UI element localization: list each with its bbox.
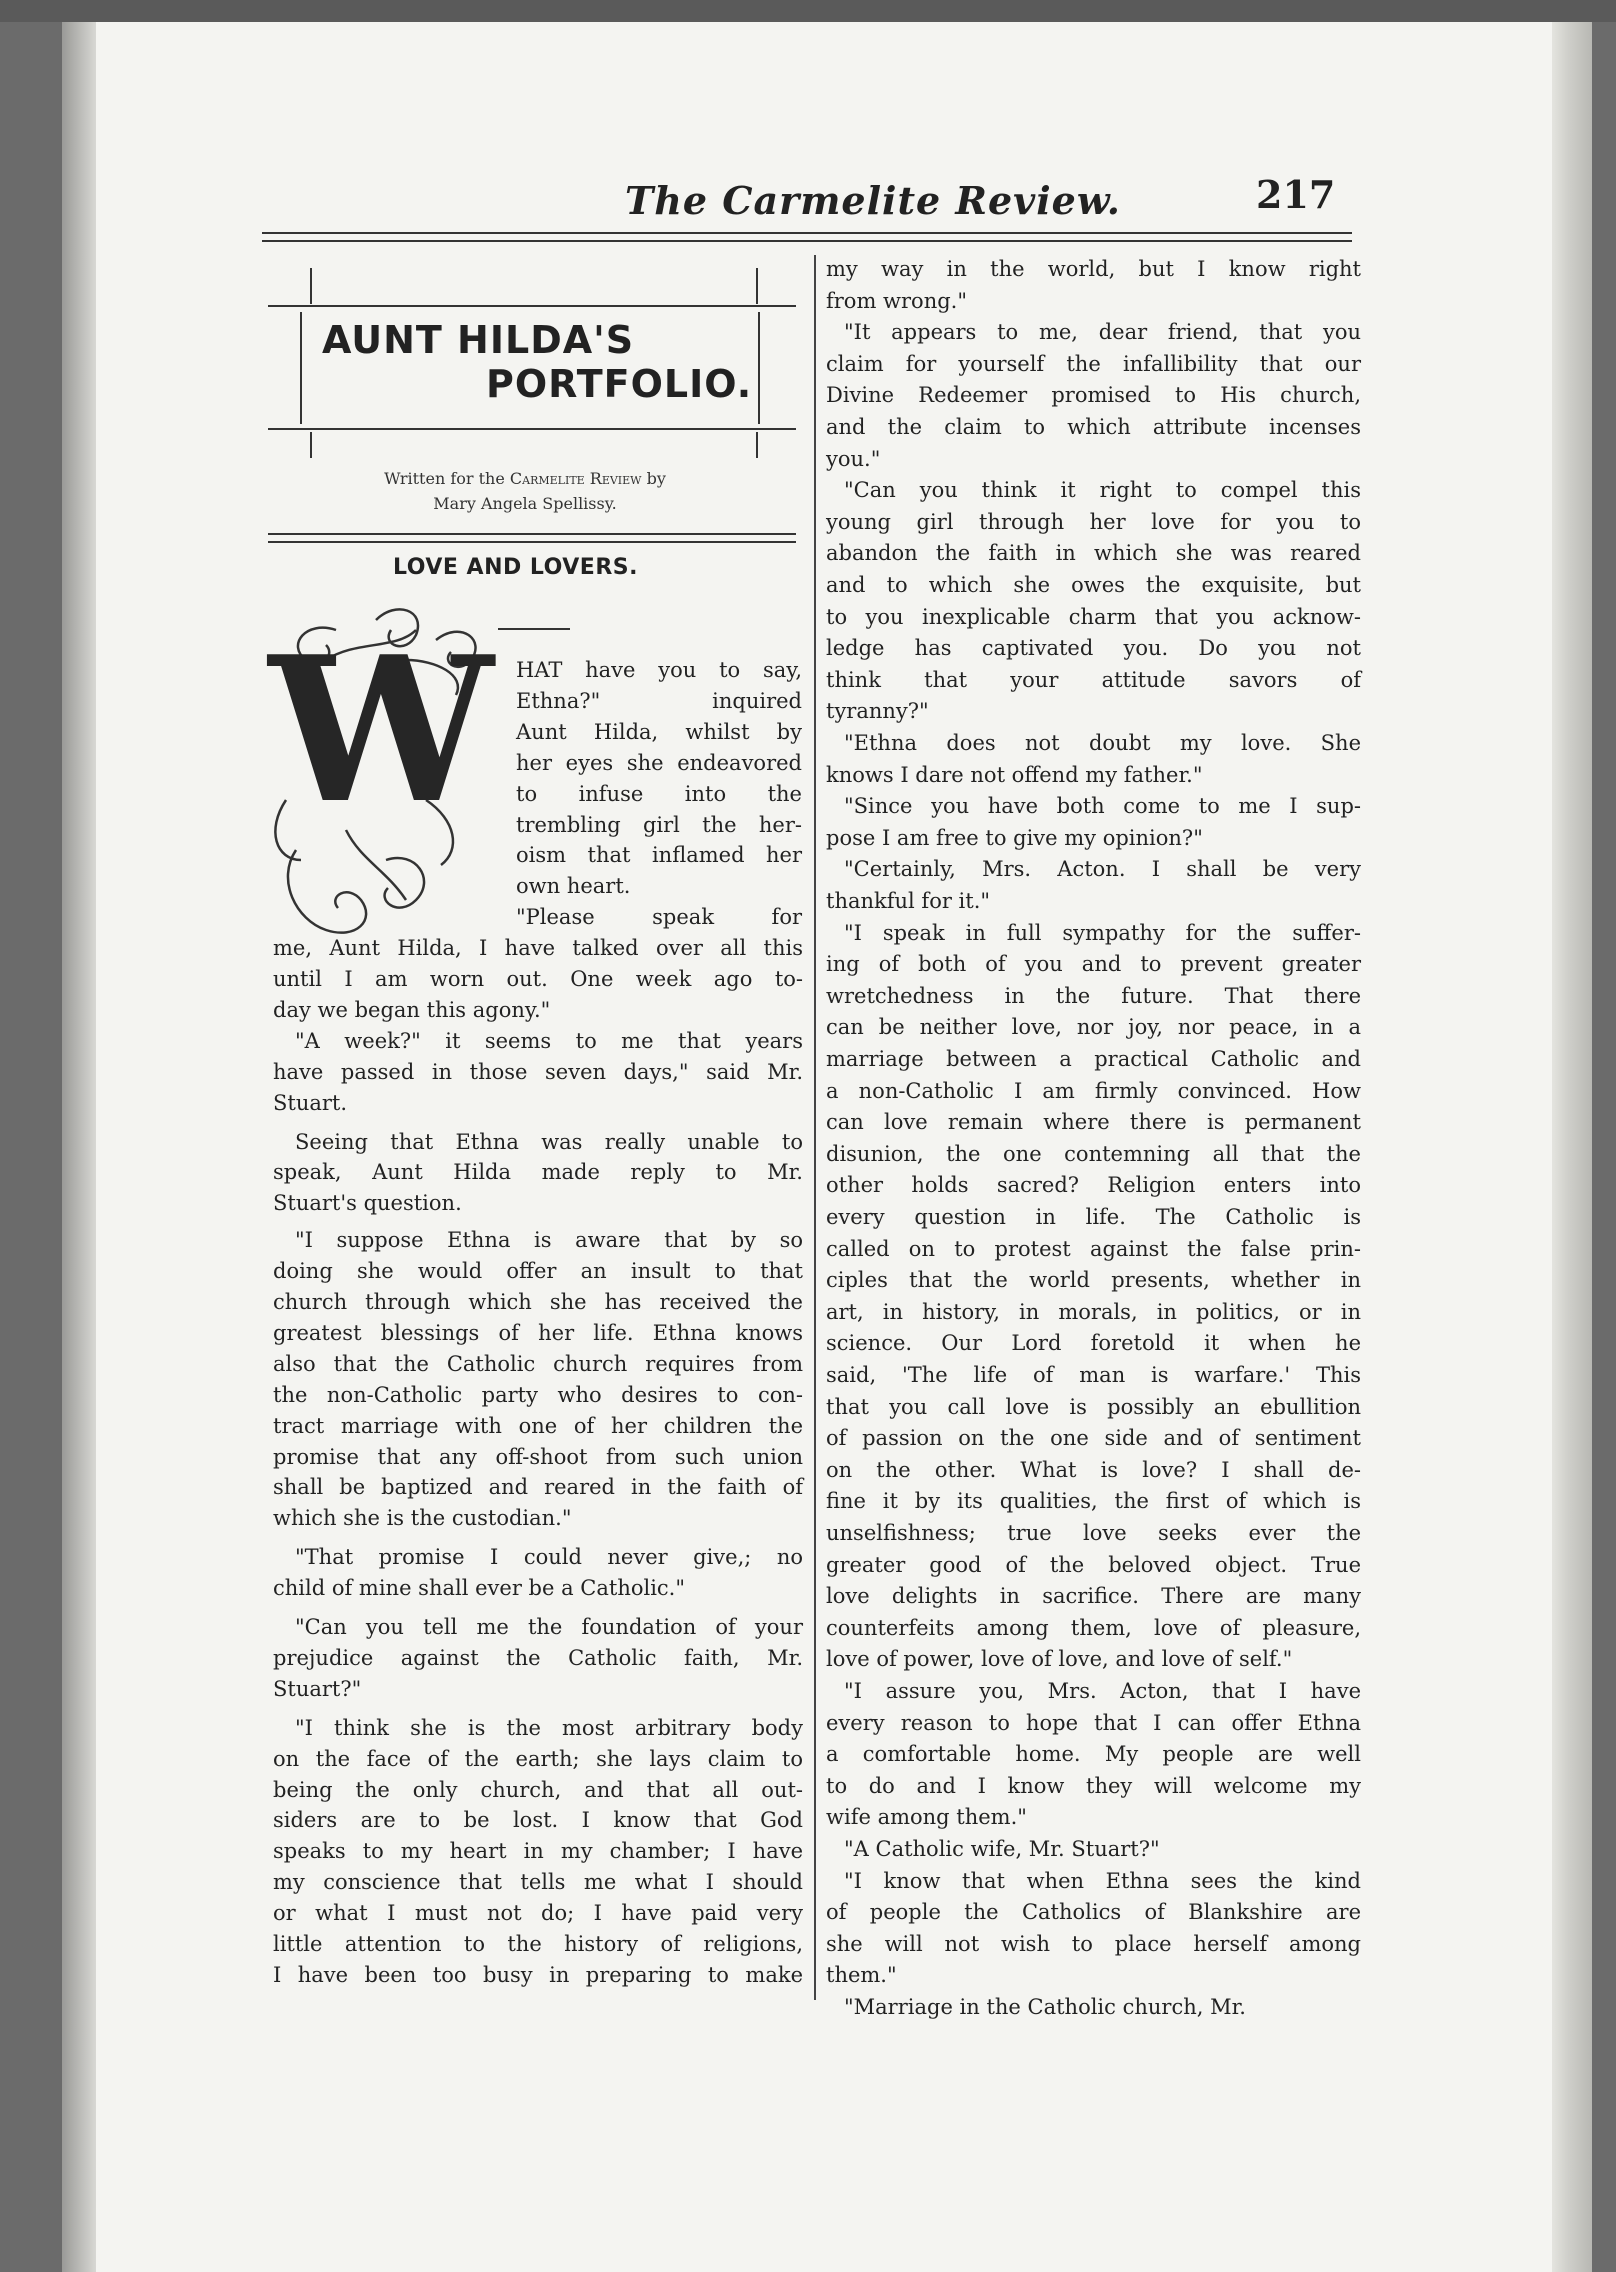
text-line: marriage between a practical Catholic and: [826, 1047, 1361, 1071]
text-line: Divine Redeemer promised to His church,: [826, 383, 1361, 408]
text-line: ing of both of you and to prevent greater: [826, 952, 1361, 977]
page-edge: [1552, 22, 1592, 2272]
text-line: "A week?" it seems to me that years: [295, 1028, 803, 1053]
text-line: Seeing that Ethna was really unable to: [295, 1129, 803, 1154]
text-line: from wrong.": [826, 288, 968, 313]
text-line: which she is the custodian.": [273, 1506, 572, 1531]
scan-background: [0, 0, 1616, 22]
text-line: trembling girl the her-: [516, 812, 802, 837]
title-bottom-rule: [268, 428, 796, 430]
article-title-line1: AUNT HILDA'S: [322, 318, 635, 362]
text-line: called on to protest against the false prin-: [826, 1236, 1361, 1261]
text-line: abandon the faith in which she was reared: [826, 541, 1361, 566]
text-line: young girl through her love for you to: [826, 509, 1361, 534]
section-rule: [498, 628, 570, 630]
running-head: The Carmelite Review.: [625, 178, 1121, 223]
text-line: "Can you tell me the foundation of your: [295, 1615, 803, 1639]
text-line: can love remain where there is permanent: [826, 1110, 1361, 1135]
text-line: pose I am free to give my opinion?": [826, 825, 1203, 850]
text-line: that you call love is possibly an ebullition: [826, 1394, 1361, 1419]
text-line: being the only church, and that all out-: [273, 1777, 803, 1802]
text-line: "It appears to me, dear friend, that you: [844, 320, 1361, 345]
text-line: little attention to the history of religions,: [273, 1932, 803, 1956]
text-line: fine it by its qualities, the first of which is: [826, 1489, 1361, 1514]
text-line: unselfishness; true love seeks ever the: [826, 1521, 1361, 1545]
dropcap-letter: W: [268, 613, 494, 848]
text-line: disunion, the one contemning all that the: [826, 1141, 1361, 1166]
text-line: speak, Aunt Hilda made reply to Mr.: [273, 1160, 803, 1185]
text-line: on the face of the earth; she lays claim to: [273, 1746, 803, 1771]
text-line: greatest blessings of her life. Ethna knows: [273, 1320, 803, 1345]
text-line: my conscience that tells me what I should: [273, 1870, 803, 1895]
text-line: "I suppose Ethna is aware that by so: [295, 1228, 803, 1253]
text-line: "Marriage in the Catholic church, Mr.: [844, 1995, 1246, 2019]
title-tick: [756, 432, 758, 458]
text-line: "I think she is the most arbitrary body: [295, 1715, 803, 1740]
text-line: ledge has captivated you. Do you not: [826, 636, 1361, 661]
text-line: "Since you have both come to me I sup-: [844, 794, 1361, 819]
text-line: she will not wish to place herself among: [826, 1931, 1361, 1956]
page-number: 217: [1256, 172, 1336, 217]
text-line: Aunt Hilda, whilst by: [516, 719, 802, 744]
title-top-rule: [268, 305, 796, 307]
title-tick: [310, 268, 312, 304]
text-line: oism that inflamed her: [516, 843, 802, 868]
text-line: "I speak in full sympathy for the suffer-: [844, 920, 1361, 945]
text-line: counterfeits among them, love of pleasure,: [826, 1615, 1361, 1640]
text-line: other holds sacred? Religion enters into: [826, 1173, 1361, 1198]
text-line: and the claim to which attribute incenses: [826, 415, 1361, 439]
text-line: until I am worn out. One week ago to-: [273, 967, 803, 991]
text-line: "I assure you, Mrs. Acton, that I have: [844, 1679, 1361, 1703]
title-tick: [756, 268, 758, 304]
text-line: think that your attitude savors of: [826, 667, 1361, 692]
text-line: "Can you think it right to compel this: [844, 478, 1361, 503]
text-line: Stuart's question.: [273, 1191, 462, 1216]
text-line: tyranny?": [826, 699, 929, 724]
text-line: said, 'The life of man is warfare.' This: [826, 1363, 1361, 1387]
text-line: promise that any off-shoot from such union: [273, 1444, 803, 1469]
text-line: claim for yourself the infallibility that our: [826, 351, 1361, 376]
author: Mary Angela Spellissy.: [433, 494, 617, 513]
text-line: ciples that the world presents, whether in: [826, 1268, 1361, 1293]
text-line: child of mine shall ever be a Catholic.": [273, 1576, 686, 1601]
text-line: art, in history, in morals, in politics, or in: [826, 1299, 1361, 1324]
text-line: to do and I know they will welcome my: [826, 1773, 1361, 1798]
text-line: knows I dare not offend my father.": [826, 762, 1203, 787]
text-line: day we began this agony.": [273, 997, 551, 1022]
text-line: "Please speak for: [516, 905, 802, 930]
text-line: the non-Catholic party who desires to con-: [273, 1382, 803, 1407]
text-line: siders are to be lost. I know that God: [273, 1808, 803, 1833]
text-line: greater good of the beloved object. True: [826, 1552, 1361, 1577]
text-line: wretchedness in the future. That there: [826, 983, 1361, 1008]
byline-rule: [268, 533, 796, 543]
title-tick: [310, 432, 312, 458]
dropcap-ornament: [266, 600, 496, 950]
text-line: of people the Catholics of Blankshire are: [826, 1900, 1361, 1925]
text-line: love delights in sacrifice. There are many: [826, 1584, 1361, 1609]
text-line: Stuart.: [273, 1090, 348, 1115]
text-line: on the other. What is love? I shall de-: [826, 1457, 1361, 1482]
text-line: Ethna?" inquired: [516, 688, 802, 713]
text-line: "Certainly, Mrs. Acton. I shall be very: [844, 857, 1361, 882]
text-line: my way in the world, but I know right: [826, 257, 1361, 281]
text-line: love of power, love of love, and love of self.": [826, 1647, 1293, 1672]
byline: Written for the Carmelite Review by Mary Angela Spellissy.: [384, 469, 666, 513]
section-heading: LOVE AND LOVERS.: [393, 555, 638, 580]
column-divider: [814, 255, 816, 2000]
text-line: or what I must not do; I have paid very: [273, 1901, 803, 1926]
text-line: them.": [826, 1963, 897, 1988]
text-line: a comfortable home. My people are well: [826, 1742, 1361, 1767]
text-line: Stuart?": [273, 1676, 362, 1701]
text-line: and to which she owes the exquisite, but: [826, 573, 1361, 597]
text-line: shall be baptized and reared in the faith of: [273, 1475, 803, 1500]
text-line: church through which she has received the: [273, 1290, 803, 1314]
text-line: to you inexplicable charm that you acknow-: [826, 604, 1361, 629]
text-line: HAT have you to say,: [516, 658, 802, 682]
text-line: every reason to hope that I can offer Ethna: [826, 1710, 1361, 1735]
article-title-line2: PORTFOLIO.: [486, 362, 753, 406]
text-line: "That promise I could never give,; no: [295, 1545, 803, 1570]
text-line: "I know that when Ethna sees the kind: [844, 1868, 1361, 1893]
page-gutter: [62, 22, 96, 2272]
text-line: her eyes she endeavored: [516, 750, 802, 775]
text-line: you.": [826, 446, 881, 471]
text-line: a non-Catholic I am firmly convinced. How: [826, 1078, 1361, 1103]
text-line: can be neither love, nor joy, nor peace, in a: [826, 1015, 1361, 1040]
text-line: also that the Catholic church requires from: [273, 1351, 803, 1376]
text-line: prejudice against the Catholic faith, Mr.: [273, 1645, 803, 1670]
text-line: wife among them.": [826, 1805, 1027, 1830]
text-line: me, Aunt Hilda, I have talked over all this: [273, 936, 803, 961]
text-line: doing she would offer an insult to that: [273, 1259, 803, 1284]
text-line: own heart.: [516, 874, 631, 899]
text-line: science. Our Lord foretold it when he: [826, 1331, 1361, 1356]
text-line: I have been too busy in preparing to make: [273, 1962, 803, 1987]
text-line: tract marriage with one of her children the: [273, 1413, 803, 1438]
text-line: to infuse into the: [516, 781, 802, 806]
text-line: speaks to my heart in my chamber; I have: [273, 1839, 803, 1864]
text-line: of passion on the one side and of sentiment: [826, 1426, 1361, 1451]
text-line: have passed in those seven days," said Mr.: [273, 1059, 803, 1084]
text-line: thankful for it.": [826, 889, 991, 913]
header-rule: [262, 232, 1352, 242]
text-line: "Ethna does not doubt my love. She: [844, 731, 1361, 755]
text-line: "A Catholic wife, Mr. Stuart?": [844, 1837, 1160, 1861]
text-line: every question in life. The Catholic is: [826, 1205, 1361, 1229]
